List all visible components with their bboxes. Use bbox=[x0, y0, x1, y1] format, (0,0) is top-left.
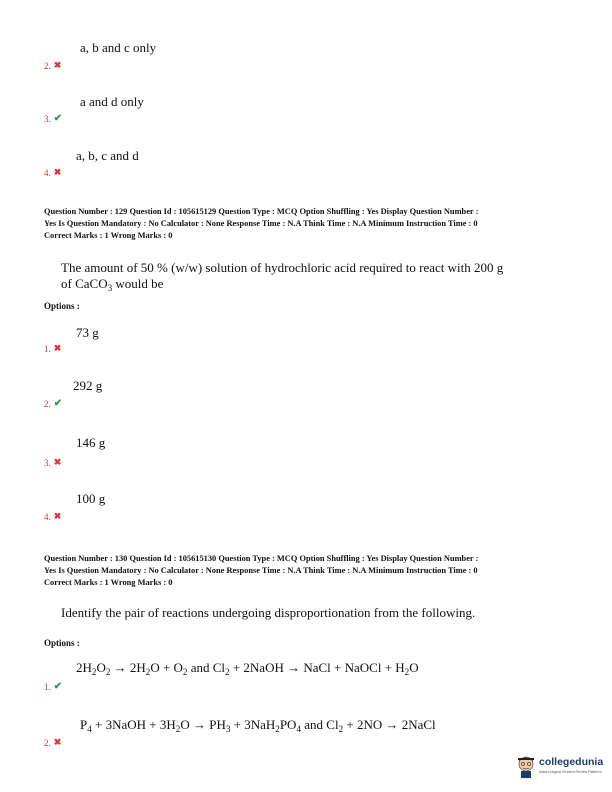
q129-option-4-number bbox=[44, 511, 61, 522]
option-number: 1. bbox=[44, 343, 51, 354]
q129-option-3-text: 146 g bbox=[76, 435, 106, 450]
q130-option-1-number bbox=[44, 681, 62, 692]
meta-line: Question Number : 129 Question Id : 105615129 Question Type : MCQ Option Shuffling : Yes Display Question Number : bbox=[44, 207, 479, 216]
option-number: 2. bbox=[44, 60, 51, 71]
question-line: The amount of 50 % (w/w) solution of hydrochloric acid required to react with 200 g bbox=[61, 260, 504, 275]
subscript: 3 bbox=[107, 283, 113, 293]
option-number: 4. bbox=[44, 511, 51, 522]
q130-option-2-number bbox=[44, 737, 61, 748]
prev-option-2-number bbox=[44, 60, 61, 71]
mascot-icon bbox=[516, 755, 536, 779]
meta-line: Correct Marks : 1 Wrong Marks : 0 bbox=[44, 231, 173, 240]
correct-check-icon: ✔ bbox=[53, 398, 63, 409]
question-fragment: would be bbox=[112, 276, 164, 291]
wrong-mark-icon: ✖ bbox=[53, 60, 62, 70]
meta-line: Yes Is Question Mandatory : No Calculator : None Response Time : N.A Think Time : N.A Minimum Instruction Time : 0 bbox=[44, 566, 478, 575]
option-number: 4. bbox=[44, 167, 51, 178]
q129-question-text bbox=[61, 260, 503, 292]
prev-option-2-text: a, b and c only bbox=[80, 40, 157, 55]
logo-tagline: India's largest Student Review Platform bbox=[539, 770, 602, 774]
logo-name: collegedunia bbox=[539, 756, 604, 768]
wrong-mark-icon: ✖ bbox=[53, 343, 62, 353]
q129-option-2-text: 292 g bbox=[73, 378, 103, 393]
q129-option-1-text: 73 g bbox=[76, 325, 99, 340]
meta-line: Question Number : 130 Question Id : 105615130 Question Type : MCQ Option Shuffling : Yes Display Question Number : bbox=[44, 554, 479, 563]
option-number: 2. bbox=[44, 398, 51, 409]
correct-check-icon: ✔ bbox=[53, 681, 63, 692]
option-number: 2. bbox=[44, 737, 51, 748]
q129-meta bbox=[44, 206, 478, 242]
option-number: 1. bbox=[44, 681, 51, 692]
prev-option-4-text: a, b, c and d bbox=[76, 148, 139, 163]
option-number: 3. bbox=[44, 457, 51, 468]
q129-option-4-text: 100 g bbox=[76, 491, 106, 506]
q130-options-label: Options : bbox=[44, 638, 80, 648]
collegedunia-logo bbox=[516, 755, 603, 779]
wrong-mark-icon: ✖ bbox=[53, 167, 62, 177]
prev-option-3-text: a and d only bbox=[80, 94, 144, 109]
q129-option-3-number bbox=[44, 457, 61, 468]
question-line bbox=[61, 276, 503, 292]
option-number: 3. bbox=[44, 113, 51, 124]
question-fragment: of CaCO bbox=[61, 276, 108, 291]
wrong-mark-icon: ✖ bbox=[53, 511, 62, 521]
wrong-mark-icon: ✖ bbox=[53, 737, 62, 747]
q129-option-1-number bbox=[44, 343, 61, 354]
q130-option-2-text: $P_4$ + 3NaOH + $3H_2O \to PH_3 + 3NaH_2PO_4$ and $Cl_2 + 2NO$ → 2NaCl bbox=[80, 717, 436, 734]
q130-option-1-text: $2H_2O_2 \to 2H_2O + O_2$ and $Cl_2$ + 2NaOH → NaCl + NaOCl + $H_2O$ bbox=[76, 660, 419, 677]
meta-line: Correct Marks : 1 Wrong Marks : 0 bbox=[44, 578, 173, 587]
q129-option-2-number bbox=[44, 398, 62, 409]
q129-options-label: Options : bbox=[44, 301, 80, 311]
prev-option-4-number bbox=[44, 167, 61, 178]
wrong-mark-icon: ✖ bbox=[53, 457, 62, 467]
prev-option-3-number bbox=[44, 113, 62, 124]
correct-check-icon: ✔ bbox=[53, 113, 63, 124]
q130-question-text: Identify the pair of reactions undergoing disproportionation from the following. bbox=[61, 605, 476, 620]
logo-text-block bbox=[539, 757, 603, 777]
meta-line: Yes Is Question Mandatory : No Calculator : None Response Time : N.A Think Time : N.A Minimum Instruction Time : 0 bbox=[44, 219, 478, 228]
q130-meta bbox=[44, 553, 478, 589]
